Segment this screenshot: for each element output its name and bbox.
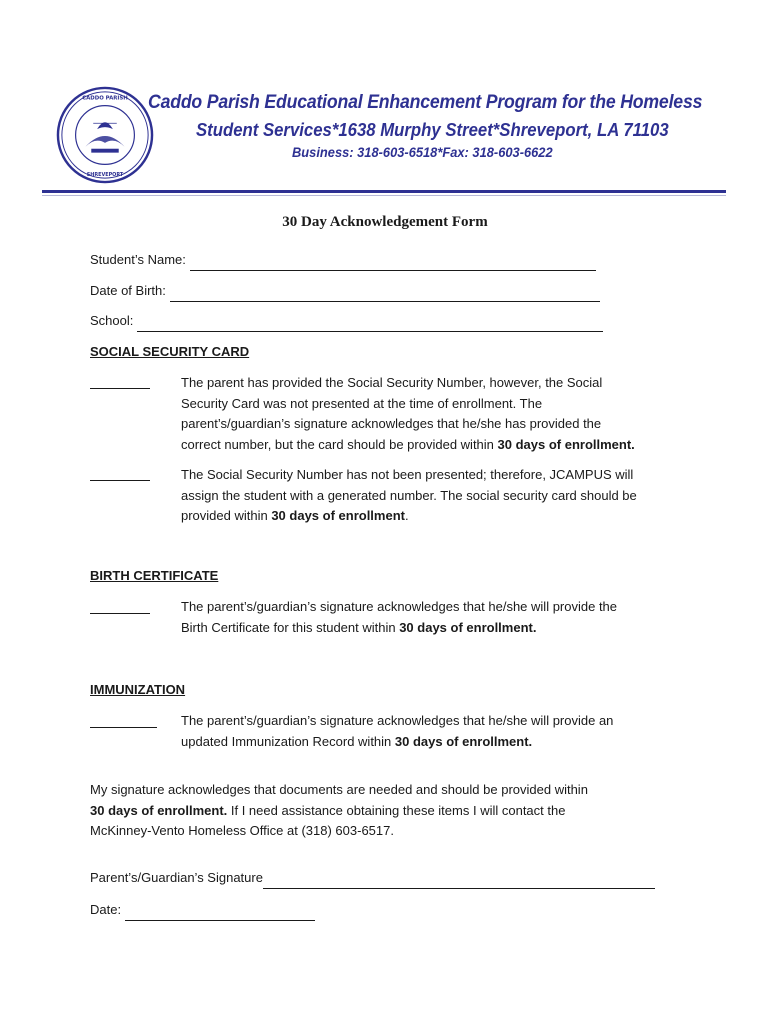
imm-text [181,711,701,752]
date-line[interactable] [125,906,315,921]
ssc-option-2-text [181,465,701,527]
ssc-option-2-line: provided within 30 days of enrollment. [181,508,409,523]
header-divider [42,190,726,193]
ssc-option-1-line: Security Card was not presented at the time of enrollment. The [181,395,543,411]
signature-label: Parent’s/Guardian’s Signature [90,870,263,885]
birth-text [181,597,701,638]
signature-field[interactable] [90,868,655,889]
closing-line: My signature acknowledges that documents are needed and should be provided within [90,782,588,797]
imm-line: The parent’s/guardian’s signature acknowledges that he/she will provide an [181,713,614,728]
signature-line[interactable] [263,874,655,889]
ssc-option-2-initial[interactable] [90,466,150,481]
school-board-seal [56,86,154,184]
school-label: School: [90,313,134,328]
closing-line: 30 days of enrollment. If I need assistance obtaining these items I will contact the [90,802,566,818]
birth-line: The parent’s/guardian’s signature acknowledges that he/she will provide the [181,599,618,614]
ssc-option-1-text [181,373,701,455]
ssc-option-1-line: The parent has provided the Social Security Number, however, the Social [181,375,603,390]
header-divider-shadow [42,195,726,196]
school-line[interactable] [137,317,603,332]
svg-text:CADDO PARISH: CADDO PARISH [82,95,128,102]
school-field[interactable] [90,311,603,332]
imm-heading: IMMUNIZATION [90,682,186,697]
svg-text:SHREVEPORT: SHREVEPORT [86,172,124,179]
closing-statement [90,780,710,842]
ssc-option-2-line: The Social Security Number has not been presented; therefore, JCAMPUS will [181,467,634,482]
imm-initial[interactable] [90,713,157,728]
student-name-label: Student’s Name: [90,252,186,267]
student-name-field[interactable] [90,250,596,271]
student-name-line[interactable] [190,256,596,271]
org-contact: Business: 318-603-6518*Fax: 318-603-6622 [292,144,553,160]
date-label: Date: [90,902,122,917]
org-name: Caddo Parish Educational Enhancement Program for the Homeless [148,92,703,113]
closing-line: McKinney-Vento Homeless Office at (318) 603-6517. [90,823,394,838]
ssc-option-1-line: correct number, but the card should be provided within 30 days of enrollment. [181,436,635,452]
ssc-option-1-initial[interactable] [90,374,150,389]
org-address: Student Services*1638 Murphy Street*Shreveport, LA 71103 [196,120,669,140]
dob-field[interactable] [90,281,600,302]
birth-line: Birth Certificate for this student within 30 days of enrollment. [181,619,537,635]
ssc-option-1-line: parent’s/guardian’s signature acknowledges that he/she has provided the [181,416,602,431]
birth-heading: BIRTH CERTIFICATE [90,568,219,583]
form-title: 30 Day Acknowledgement Form [282,214,488,230]
dob-label: Date of Birth: [90,283,166,298]
dob-line[interactable] [170,287,600,302]
ssc-heading: SOCIAL SECURITY CARD [90,344,250,359]
birth-initial[interactable] [90,599,150,614]
ssc-option-2-line: assign the student with a generated number. The social security card should be [181,487,637,503]
imm-line: updated Immunization Record within 30 days of enrollment. [181,733,533,749]
date-field[interactable] [90,900,315,921]
